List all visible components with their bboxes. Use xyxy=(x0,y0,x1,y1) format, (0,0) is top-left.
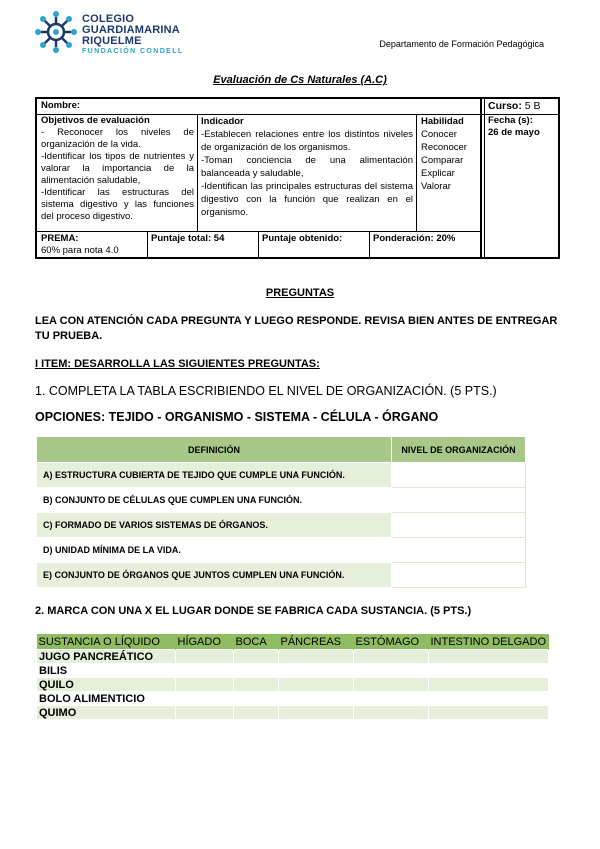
habilidad-4: Explicar xyxy=(421,168,455,179)
objetivos-cell: Objetivos de evaluación - Reconocer los niveles de organización de la vida. -Identificar los tipos de nutrientes y valorar la importancia de la alimentación saludable, -Identificar las estructuras del sistema digestivo y las funciones del proceso digestivo. xyxy=(41,115,194,222)
substance-cell: JUGO PANCREÁTICO xyxy=(37,650,176,664)
habilidad-cell: Habilidad Conocer Reconocer Comparar Explicar Valorar xyxy=(421,115,479,193)
definition-cell: B) CONJUNTO DE CÉLULAS QUE CUMPLEN UNA FUNCIÓN. xyxy=(37,488,392,513)
mark-cell[interactable] xyxy=(233,650,278,664)
table-row xyxy=(37,488,526,513)
col-definicion: DEFINICIÓN xyxy=(37,437,392,463)
mark-cell[interactable] xyxy=(428,678,549,692)
instructions: LEA CON ATENCIÓN CADA PREGUNTA Y LUEGO RESPONDE. REVISA BIEN ANTES DE ENTREGAR TU PRUEBA. xyxy=(35,315,558,342)
indicador-3: -Identifican las principales estructuras del sistema digestivo con la función que realizan en el organismo. xyxy=(201,181,413,218)
answer-cell[interactable] xyxy=(392,488,526,513)
nombre-label: Nombre: xyxy=(41,100,81,111)
mark-cell[interactable] xyxy=(175,678,233,692)
answer-cell[interactable] xyxy=(392,463,526,488)
answer-cell[interactable] xyxy=(392,513,526,538)
school-name-line2: GUARDIAMARINA xyxy=(82,24,180,36)
col-intestino: INTESTINO DELGADO xyxy=(428,634,549,650)
table-row xyxy=(37,678,549,692)
document-title: Evaluación de Cs Naturales (A.C) xyxy=(213,74,387,86)
item1-heading: I ITEM: DESARROLLA LAS SIGUIENTES PREGUNTAS: xyxy=(35,358,320,370)
habilidad-2: Reconocer xyxy=(421,142,467,153)
preguntas-heading: PREGUNTAS xyxy=(265,287,335,299)
table-row xyxy=(37,664,549,678)
fecha-value: 26 de mayo xyxy=(488,127,540,138)
table-row xyxy=(37,563,526,588)
question-1-options: OPCIONES: TEJIDO - ORGANISMO - SISTEMA - CÉLULA - ÓRGANO xyxy=(35,410,439,424)
table-row xyxy=(37,692,549,706)
mark-cell[interactable] xyxy=(233,692,278,706)
mark-cell[interactable] xyxy=(233,678,278,692)
substance-cell: BILIS xyxy=(37,664,176,678)
school-foundation: FUNDACIÓN CONDELL xyxy=(82,48,184,55)
prema-value: 60% para nota 4.0 xyxy=(41,245,119,256)
definition-cell: D) UNIDAD MÍNIMA DE LA VIDA. xyxy=(37,538,392,563)
puntaje-total: Puntaje total: 54 xyxy=(151,233,225,244)
definition-cell: E) CONJUNTO DE ÓRGANOS QUE JUNTOS CUMPLEN UNA FUNCIÓN. xyxy=(37,563,392,588)
col-estomago: ESTÓMAGO xyxy=(353,634,428,650)
table-row xyxy=(37,513,526,538)
mark-cell[interactable] xyxy=(175,706,233,720)
col-boca: BOCA xyxy=(233,634,278,650)
indicador-cell: Indicador -Establecen relaciones entre los distintos niveles de organización de los organismos. -Toman conciencia de una alimentación balanceada y saludable, -Identifican las principales estructuras del sistema digestivo con la función que realizan en el organismo. xyxy=(201,116,413,218)
fecha-cell: Fecha (s): 26 de mayo xyxy=(488,115,540,138)
school-name-line3: RIQUELME xyxy=(82,35,142,47)
col-higado: HÍGADO xyxy=(175,634,233,650)
mark-cell[interactable] xyxy=(278,650,353,664)
substance-cell: QUILO xyxy=(37,678,176,692)
table-row xyxy=(37,650,549,664)
habilidad-5: Valorar xyxy=(421,181,451,192)
col-sustancia: SUSTANCIA O LÍQUIDO xyxy=(37,634,176,650)
answer-cell[interactable] xyxy=(392,563,526,588)
mark-cell[interactable] xyxy=(428,650,549,664)
mark-cell[interactable] xyxy=(353,706,428,720)
mark-cell[interactable] xyxy=(175,650,233,664)
mark-cell[interactable] xyxy=(353,650,428,664)
organization-levels-table xyxy=(36,436,526,588)
mark-cell[interactable] xyxy=(233,664,278,678)
school-emblem-icon xyxy=(34,10,78,54)
objetivo-1: - Reconocer los niveles de organización de la vida. xyxy=(41,127,194,150)
indicador-2: -Toman conciencia de una alimentación balanceada y saludable, xyxy=(201,155,413,179)
mark-cell[interactable] xyxy=(278,692,353,706)
answer-cell[interactable] xyxy=(392,538,526,563)
definition-cell: C) FORMADO DE VARIOS SISTEMAS DE ÓRGANOS. xyxy=(37,513,392,538)
ponderacion: Ponderación: 20% xyxy=(373,233,456,244)
mark-cell[interactable] xyxy=(278,664,353,678)
col-pancreas: PÁNCREAS xyxy=(278,634,353,650)
objetivo-2: -Identificar los tipos de nutrientes y valorar la importancia de la alimentación saludable, xyxy=(41,151,194,186)
mark-cell[interactable] xyxy=(353,692,428,706)
prema-cell: PREMA: 60% para nota 4.0 xyxy=(41,233,119,256)
evaluation-info-box xyxy=(35,97,560,259)
substance-table xyxy=(36,634,549,720)
mark-cell[interactable] xyxy=(278,706,353,720)
substance-cell: BOLO ALIMENTICIO xyxy=(37,692,176,706)
school-name-line1: COLEGIO xyxy=(82,13,135,25)
col-nivel: NIVEL DE ORGANIZACIÓN xyxy=(392,437,526,463)
question-1-prompt: 1. COMPLETA LA TABLA ESCRIBIENDO EL NIVEL DE ORGANIZACIÓN. (5 PTS.) xyxy=(35,384,497,398)
school-logo xyxy=(34,10,184,60)
mark-cell[interactable] xyxy=(233,706,278,720)
mark-cell[interactable] xyxy=(175,692,233,706)
substance-cell: QUIMO xyxy=(37,706,176,720)
mark-cell[interactable] xyxy=(428,692,549,706)
indicador-1: -Establecen relaciones entre los distintos niveles de organización de los organismos. xyxy=(201,129,413,153)
objetivo-3: -Identificar las estructuras del sistema digestivo y las funciones del proceso digestivo. xyxy=(41,187,194,222)
mark-cell[interactable] xyxy=(353,664,428,678)
definition-cell: A) ESTRUCTURA CUBIERTA DE TEJIDO QUE CUMPLE UNA FUNCIÓN. xyxy=(37,463,392,488)
mark-cell[interactable] xyxy=(278,678,353,692)
mark-cell[interactable] xyxy=(175,664,233,678)
mark-cell[interactable] xyxy=(428,706,549,720)
table-row xyxy=(37,463,526,488)
habilidad-1: Conocer xyxy=(421,129,457,140)
mark-cell[interactable] xyxy=(353,678,428,692)
curso-field: Curso: 5 B xyxy=(488,100,541,112)
table-row xyxy=(37,538,526,563)
question-2-prompt: 2. MARCA CON UNA X EL LUGAR DONDE SE FABRICA CADA SUSTANCIA. (5 PTS.) xyxy=(35,605,472,617)
department-label: Departamento de Formación Pedagógica xyxy=(379,39,544,49)
mark-cell[interactable] xyxy=(428,664,549,678)
habilidad-3: Comparar xyxy=(421,155,464,166)
table-row xyxy=(37,706,549,720)
puntaje-obtenido: Puntaje obtenido: xyxy=(262,233,343,244)
